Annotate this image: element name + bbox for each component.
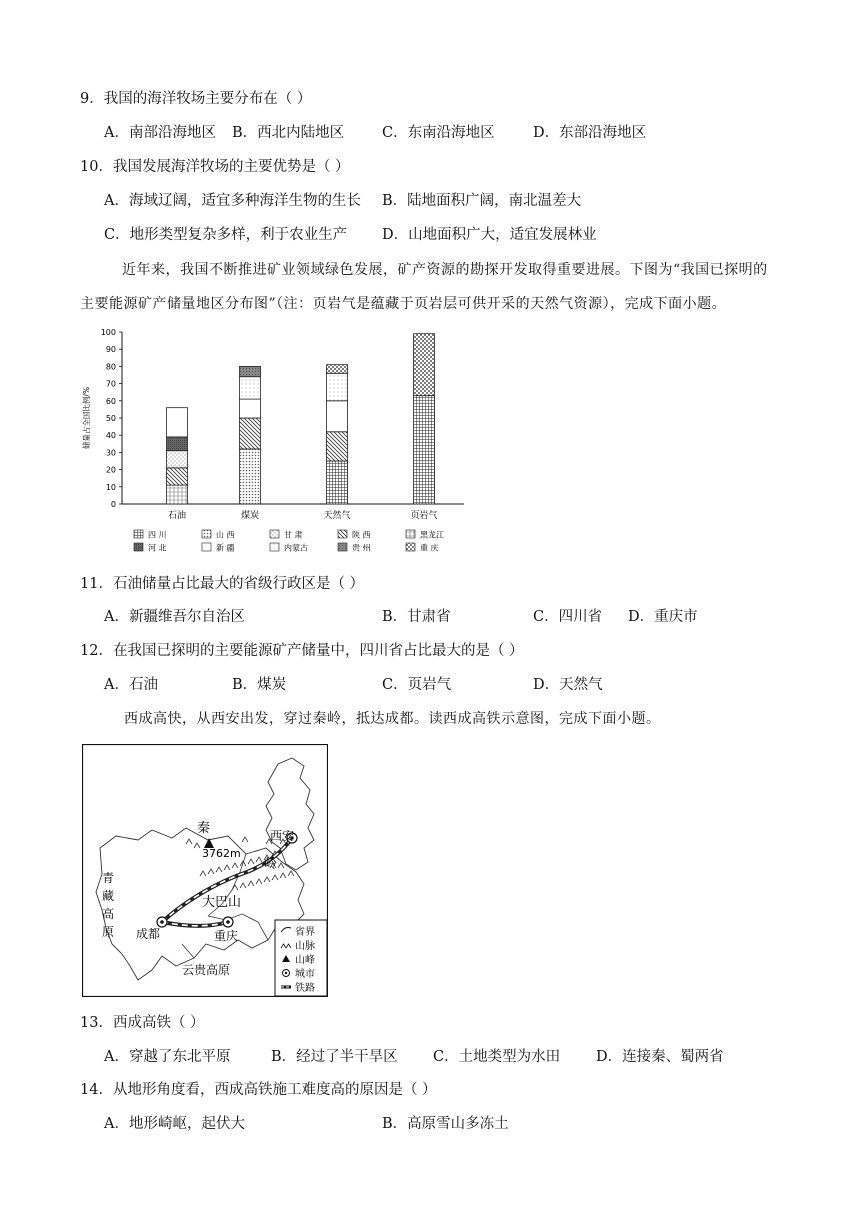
city-chengdu-icon: [157, 917, 167, 927]
q13-option-c: C．土地类型为水田: [433, 1049, 561, 1065]
y-tick-label: 30: [105, 448, 116, 458]
q11-option-c: C．四川省: [533, 609, 603, 625]
svg-text:山峰: 山峰: [295, 955, 315, 966]
label-yungui: 云贵高原: [182, 963, 231, 977]
legend-label: 甘 肃: [284, 530, 303, 540]
bar-segment: [240, 377, 261, 399]
bar-segment: [167, 451, 188, 468]
q11-option-b: B．甘肃省: [382, 609, 451, 625]
bar-segment: [240, 399, 261, 418]
q11-option-d: D．重庆市: [628, 609, 698, 625]
bar-segment: [167, 485, 188, 504]
label-qingzang-3: 高: [102, 907, 115, 921]
legend-label: 贵 州: [352, 543, 371, 553]
q14-option-b: B．高原雪山多冻土: [382, 1116, 509, 1132]
y-tick-label: 50: [105, 414, 116, 423]
bar-segment: [240, 418, 261, 449]
legend-label: 山 西: [216, 530, 235, 540]
passage-railway: 西成高快，从西安出发，穿过秦岭，抵达成都。读西成高铁示意图，完成下面小题。: [124, 711, 661, 727]
legend-swatch: [134, 543, 143, 551]
label-qin: 秦: [197, 821, 211, 836]
q10-option-a: A．海域辽阔，适宜多种海洋生物的生长: [104, 193, 361, 209]
legend-label: 河 北: [148, 543, 167, 553]
bar-segment: [414, 334, 435, 396]
legend-label: 陕 西: [352, 530, 371, 540]
q12-stem: 12．在我国已探明的主要能源矿产储量中，四川省占比最大的是（ ）: [80, 643, 524, 659]
q10-option-c: C．地形类型复杂多样，利于农业生产: [104, 227, 348, 243]
q9-option-d: D．东部沿海地区: [533, 125, 647, 141]
category-label: 石油: [167, 511, 187, 521]
legend-swatch: [406, 543, 415, 551]
q10-option-b: B．陆地面积广阔，南北温差大: [382, 193, 582, 209]
legend-swatch: [202, 543, 211, 551]
y-tick-label: 80: [105, 362, 116, 372]
legend-swatch: [270, 543, 279, 551]
label-chengdu: 成都: [136, 927, 161, 941]
q9-option-a: A．南部沿海地区: [104, 125, 216, 141]
bar-segment: [240, 449, 261, 504]
map-legend: [275, 920, 327, 996]
legend-swatch: [270, 530, 279, 538]
legend-label: 重 庆: [420, 543, 439, 553]
legend-swatch: [202, 530, 211, 538]
legend-label: 内蒙古: [284, 543, 308, 553]
bar-segment: [327, 365, 348, 374]
svg-text:城市: 城市: [295, 969, 315, 980]
label-dabashan: 大巴山: [202, 895, 242, 910]
q12-option-a: A．石油: [104, 677, 158, 693]
q11-stem: 11．石油储量占比最大的省级行政区是（ ）: [80, 576, 365, 592]
legend-swatch: [134, 530, 143, 538]
label-chongqing: 重庆: [214, 929, 239, 943]
q13-option-a: A．穿越了东北平原: [104, 1049, 231, 1065]
bar-segment: [167, 408, 188, 437]
q14-option-a: A．地形崎岖，起伏大: [104, 1116, 245, 1132]
legend-swatch: [338, 543, 347, 551]
y-tick-label: 100: [100, 328, 116, 337]
label-xian: 西安: [270, 829, 295, 843]
legend-swatch: [406, 530, 415, 538]
legend-label: 黑龙江: [420, 530, 444, 540]
q14-stem: 14．从地形角度看，西成高铁施工难度高的原因是（ ）: [80, 1082, 437, 1098]
y-tick-label: 90: [105, 345, 116, 355]
y-tick-label: 20: [105, 465, 116, 475]
q13-option-d: D．连接秦、蜀两省: [596, 1049, 724, 1065]
q9-option-b: B．西北内陆地区: [232, 125, 345, 141]
q9-stem: 9．我国的海洋牧场主要分布在（ ）: [80, 91, 312, 107]
bar-segment: [240, 366, 261, 376]
legend-label: 四 川: [148, 530, 167, 540]
bar-segment: [327, 373, 348, 401]
label-peak-height: 3762m: [202, 847, 241, 860]
q10-stem: 10．我国发展海洋牧场的主要优势是（ ）: [80, 159, 350, 175]
q12-option-c: C．页岩气: [382, 677, 452, 693]
passage-energy: 近年来，我国不断推进矿业领域绿色发展，矿产资源的勘探开发取得重要进展。下图为“我国已探明的主要能源矿产储量地区分布图”（注：页岩气是蕴藏于页岩层可供开采的天然气资源），完成下面小题。: [80, 262, 768, 312]
y-tick-label: 60: [105, 396, 116, 406]
city-chongqing-icon: [223, 917, 233, 927]
energy-reserve-chart: [80, 322, 480, 562]
label-qingzang-2: 藏: [102, 889, 115, 903]
label-qingzang-4: 原: [102, 925, 115, 939]
bar-segment: [414, 396, 435, 504]
y-tick-label: 10: [105, 482, 116, 492]
svg-text:省界: 省界: [295, 927, 315, 938]
category-label: 天然气: [323, 511, 351, 521]
y-axis-label: 储量占全国比例/%: [82, 386, 91, 450]
q12-option-b: B．煤炭: [232, 677, 287, 693]
q13-stem: 13．西成高铁（ ）: [80, 1015, 205, 1031]
q13-option-b: B．经过了半干旱区: [271, 1049, 398, 1065]
q9-option-c: C．东南沿海地区: [382, 125, 495, 141]
railway-map: [82, 744, 328, 997]
q11-option-a: A．新疆维吾尔自治区: [104, 609, 245, 625]
legend-swatch: [338, 530, 347, 538]
bar-segment: [327, 401, 348, 432]
category-label: 煤炭: [240, 511, 260, 521]
bar-segment: [167, 468, 188, 485]
y-tick-label: 40: [105, 431, 116, 441]
y-tick-label: 0: [110, 500, 116, 509]
bar-segment: [327, 461, 348, 504]
q12-option-d: D．天然气: [533, 677, 603, 693]
y-tick-label: 70: [105, 379, 116, 389]
label-qingzang-1: 青: [102, 871, 115, 885]
svg-text:铁路: 铁路: [295, 983, 315, 994]
bar-segment: [167, 437, 188, 451]
svg-text:山脉: 山脉: [295, 941, 315, 952]
legend-city-icon: [283, 970, 290, 977]
q10-option-d: D．山地面积广大，适宜发展林业: [382, 227, 597, 243]
category-label: 页岩气: [410, 511, 438, 521]
label-ling: 岭: [264, 857, 278, 872]
legend-label: 新 疆: [216, 543, 235, 553]
bar-segment: [327, 432, 348, 461]
